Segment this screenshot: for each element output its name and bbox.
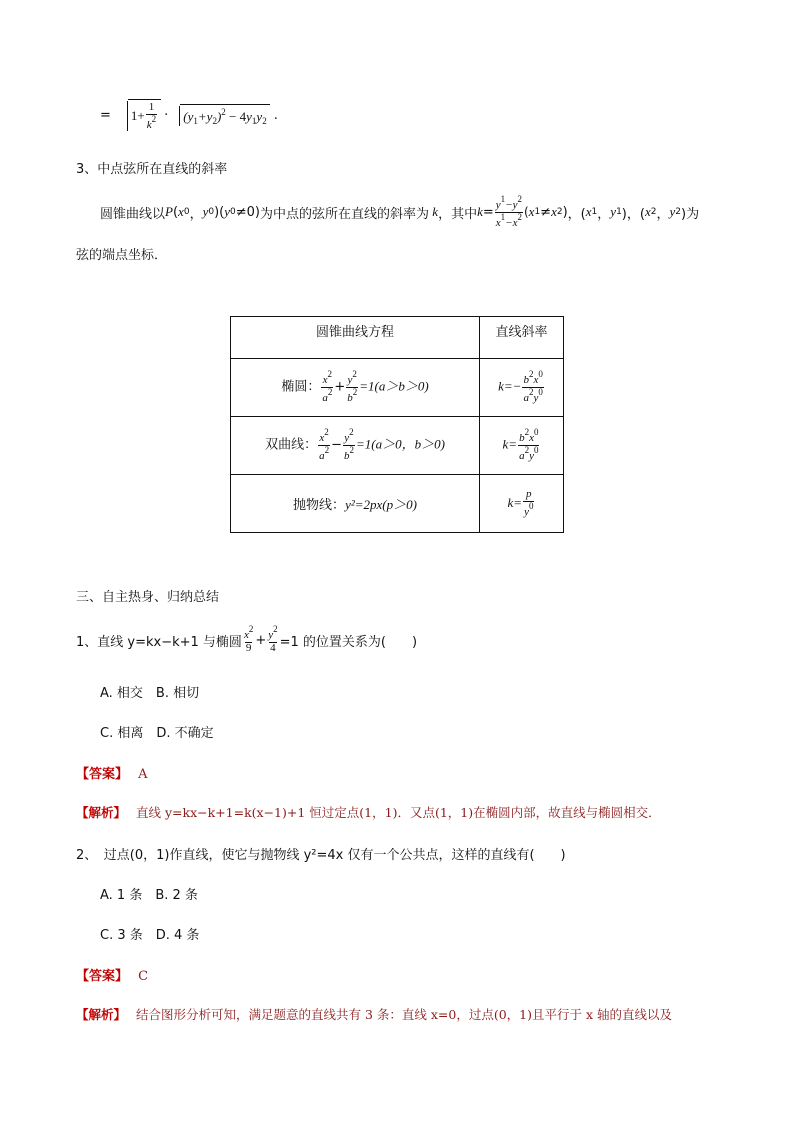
question-1-stem: 1、直线 y=kx−k+1 与椭圆 $\frac{x^2}{9}$ + $\frac{y^2}{4}$ =1 的位置关系为( ) [76,624,418,654]
sqrt-y-sum-term: $(y_1+y_2)^2 - 4y_1y_2$ [171,104,269,126]
conic-slope-table [230,316,564,533]
question-2-analysis: 【解析】 结合图形分析可知，满足题意的直线共有 3 条：直线 x=0，过点(0，1)且平行于 x 轴的直线以及 [76,1007,673,1022]
table-header-slope: 直线斜率 [480,317,564,359]
table-row-ellipse: 椭圆： $\frac{x^2}{a^2}$ + $\frac{y^2}{b^2}$ =1(a＞b＞0) k=− $\frac{b^2x^0}{a^2y^0}$ [231,359,564,417]
section-3-paragraph-line2: 弦的端点坐标． [76,248,168,263]
formula-period: . [273,107,278,123]
question-1-options-ab: A. 相交 B. 相切 [100,686,200,701]
chord-length-formula: = 1+ $\frac{1}{k^2}$ · $(y_1+y_2)^2 - 4y_1y_2$ . [100,100,278,131]
question-2-options-cd: C. 3 条 D. 4 条 [100,928,200,943]
section-3-title: 3、中点弦所在直线的斜率 [76,162,228,177]
section-three-title: 三、自主热身、归纳总结 [76,590,220,605]
question-2-options-ab: A. 1 条 B. 2 条 [100,888,198,903]
table-header-equation: 圆锥曲线方程 [231,317,480,359]
slope-fraction: $\frac{y^1-y^2}{x^1-x^2}$ [495,193,522,229]
equals-sign: = [100,107,111,123]
sqrt-one-plus-inv-k2: 1+ $\frac{1}{k^2}$ [119,99,161,131]
question-2-stem: 2、 过点(0，1)作直线，使它与抛物线 y²=4x 仅有一个公共点，这样的直线有( ) [76,848,566,863]
question-1-analysis: 【解析】 直线 y=kx−k+1=k(x−1)+1 恒过定点(1，1)．又点(1，1)在椭圆内部，故直线与椭圆相交． [76,805,661,820]
table-row-parabola: 抛物线：y²=2px(p＞0) k= $\frac{p}{y^0}$ [231,475,564,533]
question-2-answer: 【答案】 C [76,969,149,984]
section-3-paragraph-line1: 圆锥曲线以 P ( x 0 ， y 0 )( y 0 ≠0) 为中点的弦所在直线的斜率为 k ，其中 k = $\frac{y^1-y^2}{x^1-x^2}$ ( x 1 ≠ x 2 ) ，( x 1 ， y 1 )，( x 2 ， y 2 )为 [100,193,700,229]
question-1-options-cd: C. 相离 D. 不确定 [100,726,214,741]
table-row-hyperbola: 双曲线： $\frac{x^2}{a^2}$ − $\frac{y^2}{b^2}$ =1(a＞0，b＞0) k= $\frac{b^2x^0}{a^2y^0}$ [231,417,564,475]
question-1-answer: 【答案】 A [76,767,148,782]
